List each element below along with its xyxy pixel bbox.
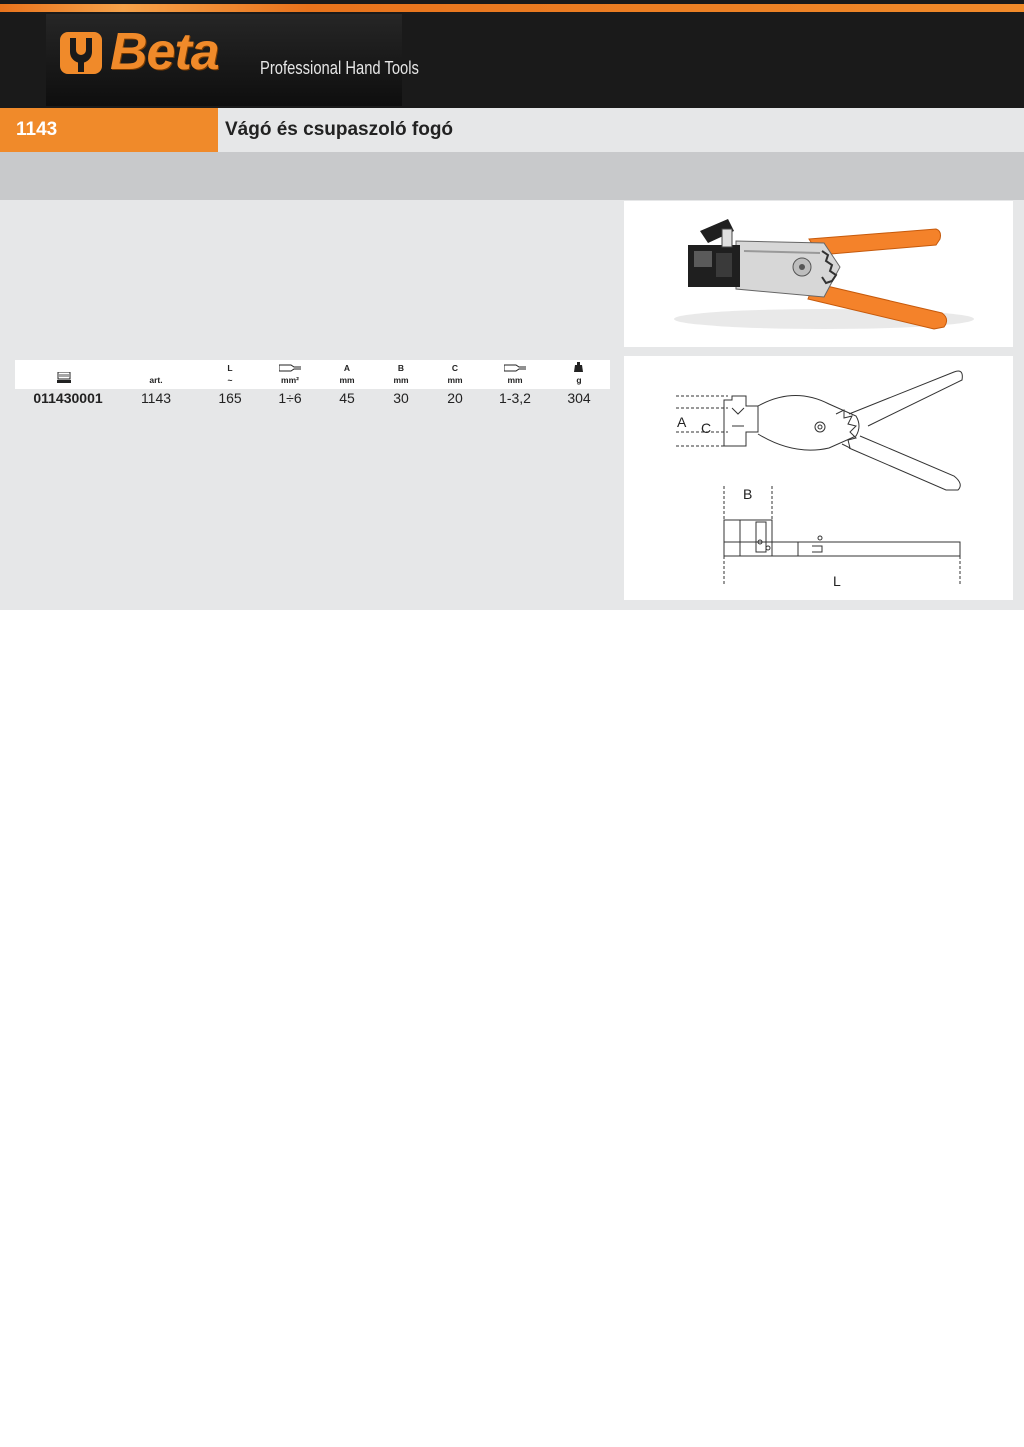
cell-a: 45 [339,390,355,406]
header-weight-unit: g [576,375,582,385]
cell-diameter: 1-3,2 [499,390,531,406]
cell-article-number: 011430001 [33,390,103,406]
header-b-unit: mm [393,375,409,385]
dimension-b-label: B [743,486,753,502]
cell-weight: 304 [567,390,591,406]
header-section-unit: mm² [281,375,299,385]
header-diameter-unit: mm [507,375,523,385]
cell-c: 20 [447,390,463,406]
header-accent-line [0,4,1024,12]
section-band [0,152,1024,200]
cell-art: 1143 [140,390,172,406]
cell-b: 30 [393,390,409,406]
header-a-unit: mm [339,375,355,385]
product-title: Vágó és csupaszoló fogó [225,119,454,140]
plier-drawing-icon [624,356,1013,600]
technical-drawing [624,356,1013,600]
wire-stripper-photo-icon [624,201,1013,347]
header-c: C [451,363,459,373]
header-l: L [227,363,233,373]
cell-length: 165 [218,390,242,406]
header-l-approx: ~ [227,375,233,385]
header-art: art. [149,375,163,385]
header-c-unit: mm [447,375,463,385]
product-photo [624,201,1013,347]
cell-section: 1÷6 [278,390,302,406]
dimension-a-label: A [677,414,687,430]
barcode-icon [57,372,71,383]
product-code: 1143 [16,119,58,140]
dimension-l-label: L [833,573,841,589]
wrench-logo-icon [58,30,104,76]
brand-tagline: Professional Hand Tools [260,58,419,78]
wire-diameter-icon [504,364,526,372]
dimension-c-label: C [701,420,712,436]
header-b: B [397,363,405,373]
wire-section-icon [279,364,301,372]
weight-icon [574,362,583,372]
brand-name: Beta [110,23,219,81]
header-a: A [343,363,351,373]
